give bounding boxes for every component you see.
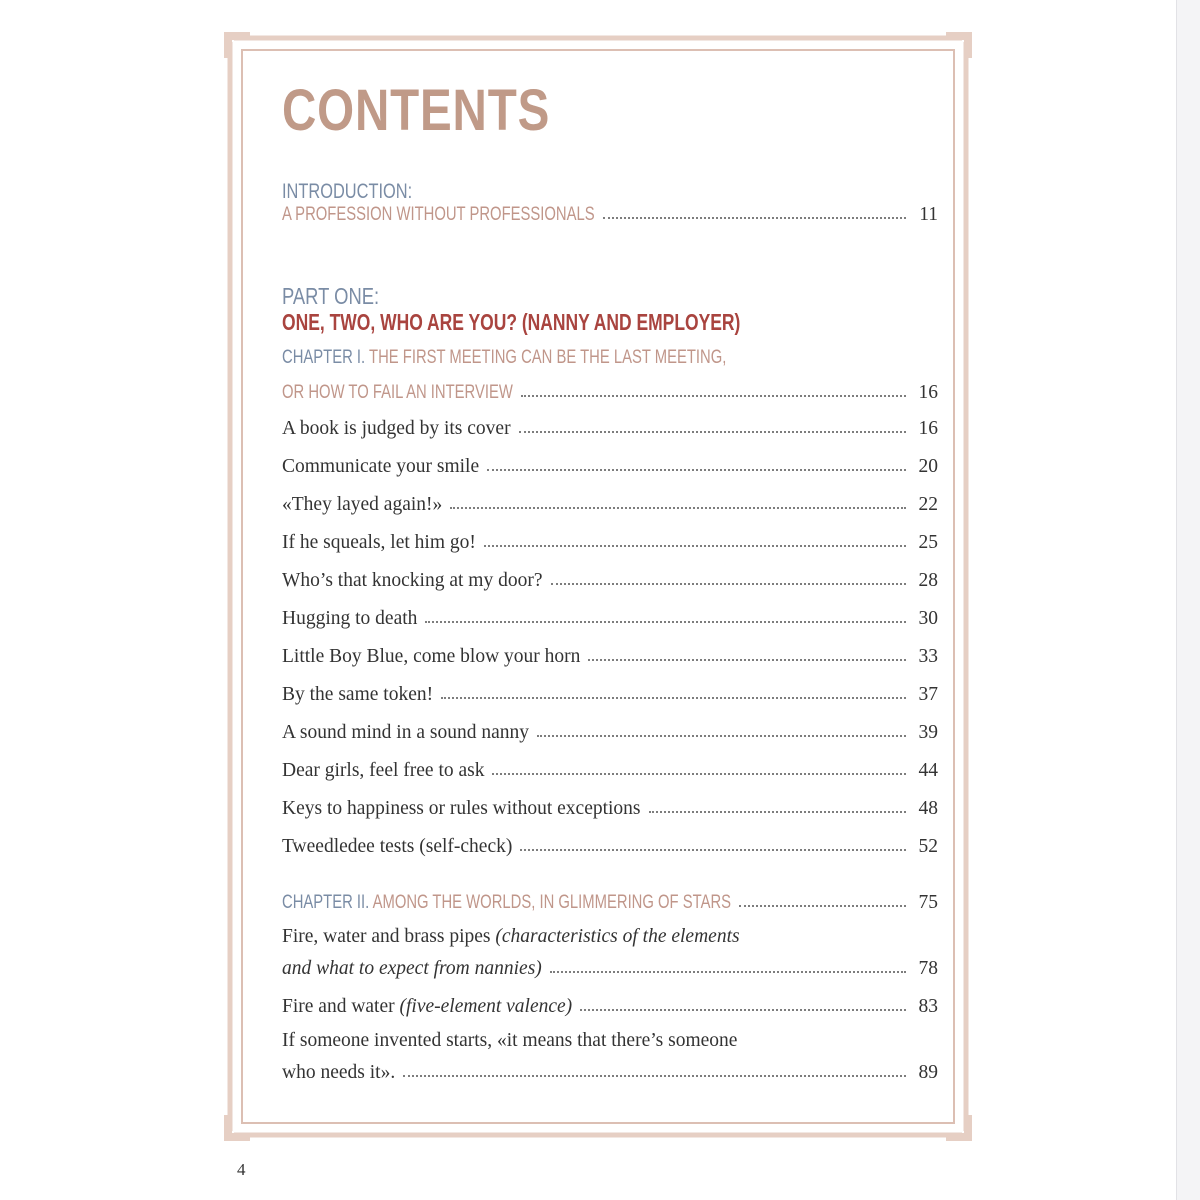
toc-entry-page: 16 bbox=[918, 382, 938, 403]
leader-dots bbox=[603, 217, 906, 219]
toc-entry-title: A sound mind in a sound nanny bbox=[282, 722, 529, 743]
part-label: PART ONE: bbox=[282, 283, 380, 309]
toc-entry-title: Fire and water bbox=[282, 996, 400, 1017]
toc-entry-page: 25 bbox=[918, 532, 938, 553]
toc-entry-page: 33 bbox=[918, 646, 938, 667]
toc-entry[interactable] bbox=[282, 676, 938, 706]
toc-entry[interactable] bbox=[282, 790, 938, 820]
toc-entry-page: 83 bbox=[918, 996, 938, 1017]
toc-entry[interactable] bbox=[282, 638, 938, 668]
toc-entry-title: Little Boy Blue, come blow your horn bbox=[282, 646, 581, 667]
leader-dots bbox=[520, 849, 906, 851]
leader-dots bbox=[739, 905, 906, 907]
leader-dots bbox=[649, 811, 906, 813]
chapter-title: AMONG THE WORLDS, IN GLIMMERING OF STARS bbox=[372, 892, 732, 913]
leader-dots bbox=[441, 697, 906, 699]
leader-dots bbox=[450, 507, 906, 509]
toc-content bbox=[282, 0, 938, 1200]
toc-entry-page: 89 bbox=[918, 1062, 938, 1083]
toc-entry-title: Keys to happiness or rules without exceptions bbox=[282, 798, 641, 819]
toc-entry-page: 37 bbox=[918, 684, 938, 705]
toc-entry-subtitle: (characteristics of the elements bbox=[495, 926, 740, 947]
toc-entry-title: By the same token! bbox=[282, 684, 434, 705]
toc-entry[interactable] bbox=[282, 410, 938, 440]
toc-entry-title: Who’s that knocking at my door? bbox=[282, 570, 543, 591]
toc-entry-title: Hugging to death bbox=[282, 608, 418, 629]
toc-entry[interactable] bbox=[282, 828, 938, 858]
toc-entry-page: 75 bbox=[918, 892, 938, 913]
toc-entry-page: 16 bbox=[918, 418, 938, 439]
toc-entry[interactable] bbox=[282, 714, 938, 744]
leader-dots bbox=[580, 1009, 906, 1011]
toc-entry-subtitle: (five-element valence) bbox=[399, 996, 573, 1017]
chapter-label: CHAPTER II. bbox=[282, 892, 370, 913]
toc-entry-subtitle: and what to expect from nannies) bbox=[282, 958, 542, 979]
page-number: 4 bbox=[237, 1160, 246, 1179]
toc-entry-page: 11 bbox=[919, 204, 938, 225]
leader-dots bbox=[484, 545, 906, 547]
leader-dots bbox=[521, 395, 906, 397]
leader-dots bbox=[551, 583, 907, 585]
leader-dots bbox=[519, 431, 906, 433]
toc-entry-title: Tweedledee tests (self-check) bbox=[282, 836, 513, 857]
chapter-title-line1: THE FIRST MEETING CAN BE THE LAST MEETING, bbox=[369, 347, 727, 368]
toc-entry[interactable] bbox=[282, 562, 938, 592]
toc-entry-line bbox=[282, 926, 740, 948]
toc-entry-title: If he squeals, let him go! bbox=[282, 532, 476, 553]
toc-entry-title: Fire, water and brass pipes bbox=[282, 926, 496, 947]
toc-entry-page: 52 bbox=[918, 836, 938, 857]
leader-dots bbox=[492, 773, 906, 775]
toc-entry[interactable] bbox=[282, 524, 938, 554]
chapter-title-line2: OR HOW TO FAIL AN INTERVIEW bbox=[282, 382, 513, 403]
leader-dots bbox=[403, 1075, 906, 1077]
toc-entry-title: «They layed again!» bbox=[282, 494, 443, 515]
toc-entry[interactable] bbox=[282, 988, 938, 1018]
toc-entry[interactable] bbox=[282, 448, 938, 478]
toc-entry-page: 22 bbox=[918, 494, 938, 515]
leader-dots bbox=[550, 971, 906, 973]
chapter-label: CHAPTER I. bbox=[282, 347, 366, 368]
leader-dots bbox=[537, 735, 906, 737]
toc-entry-chapter-1[interactable] bbox=[282, 374, 938, 404]
toc-entry-line: If someone invented starts, «it means that there’s someone bbox=[282, 1030, 738, 1051]
toc-entry-page: 39 bbox=[918, 722, 938, 743]
chapter-1-heading bbox=[282, 347, 726, 369]
toc-entry-chapter-2[interactable] bbox=[282, 884, 938, 914]
toc-entry-title: who needs it». bbox=[282, 1062, 396, 1083]
toc-entry-page: 28 bbox=[918, 570, 938, 591]
intro-label: INTRODUCTION: bbox=[282, 180, 413, 203]
leader-dots bbox=[487, 469, 906, 471]
page-title: CONTENTS bbox=[282, 78, 551, 143]
leader-dots bbox=[425, 621, 906, 623]
toc-entry[interactable] bbox=[282, 486, 938, 516]
toc-entry[interactable] bbox=[282, 752, 938, 782]
chapter-2-heading bbox=[282, 892, 858, 914]
toc-entry[interactable] bbox=[282, 950, 938, 980]
toc-entry[interactable] bbox=[282, 1054, 938, 1084]
toc-entry-title: A PROFESSION WITHOUT PROFESSIONALS bbox=[282, 204, 595, 225]
toc-entry-title: Dear girls, feel free to ask bbox=[282, 760, 485, 781]
toc-entry-title: Communicate your smile bbox=[282, 456, 480, 477]
toc-entry-page: 30 bbox=[918, 608, 938, 629]
toc-entry-page: 78 bbox=[918, 958, 938, 979]
toc-entry-page: 44 bbox=[918, 760, 938, 781]
toc-entry-page: 20 bbox=[918, 456, 938, 477]
toc-entry-title: A book is judged by its cover bbox=[282, 418, 511, 439]
toc-entry-intro[interactable] bbox=[282, 196, 938, 226]
leader-dots bbox=[588, 659, 906, 661]
toc-entry-page: 48 bbox=[918, 798, 938, 819]
toc-entry[interactable] bbox=[282, 600, 938, 630]
part-title: ONE, TWO, WHO ARE YOU? (NANNY AND EMPLOYER) bbox=[282, 309, 741, 335]
page-edge bbox=[1176, 0, 1200, 1200]
